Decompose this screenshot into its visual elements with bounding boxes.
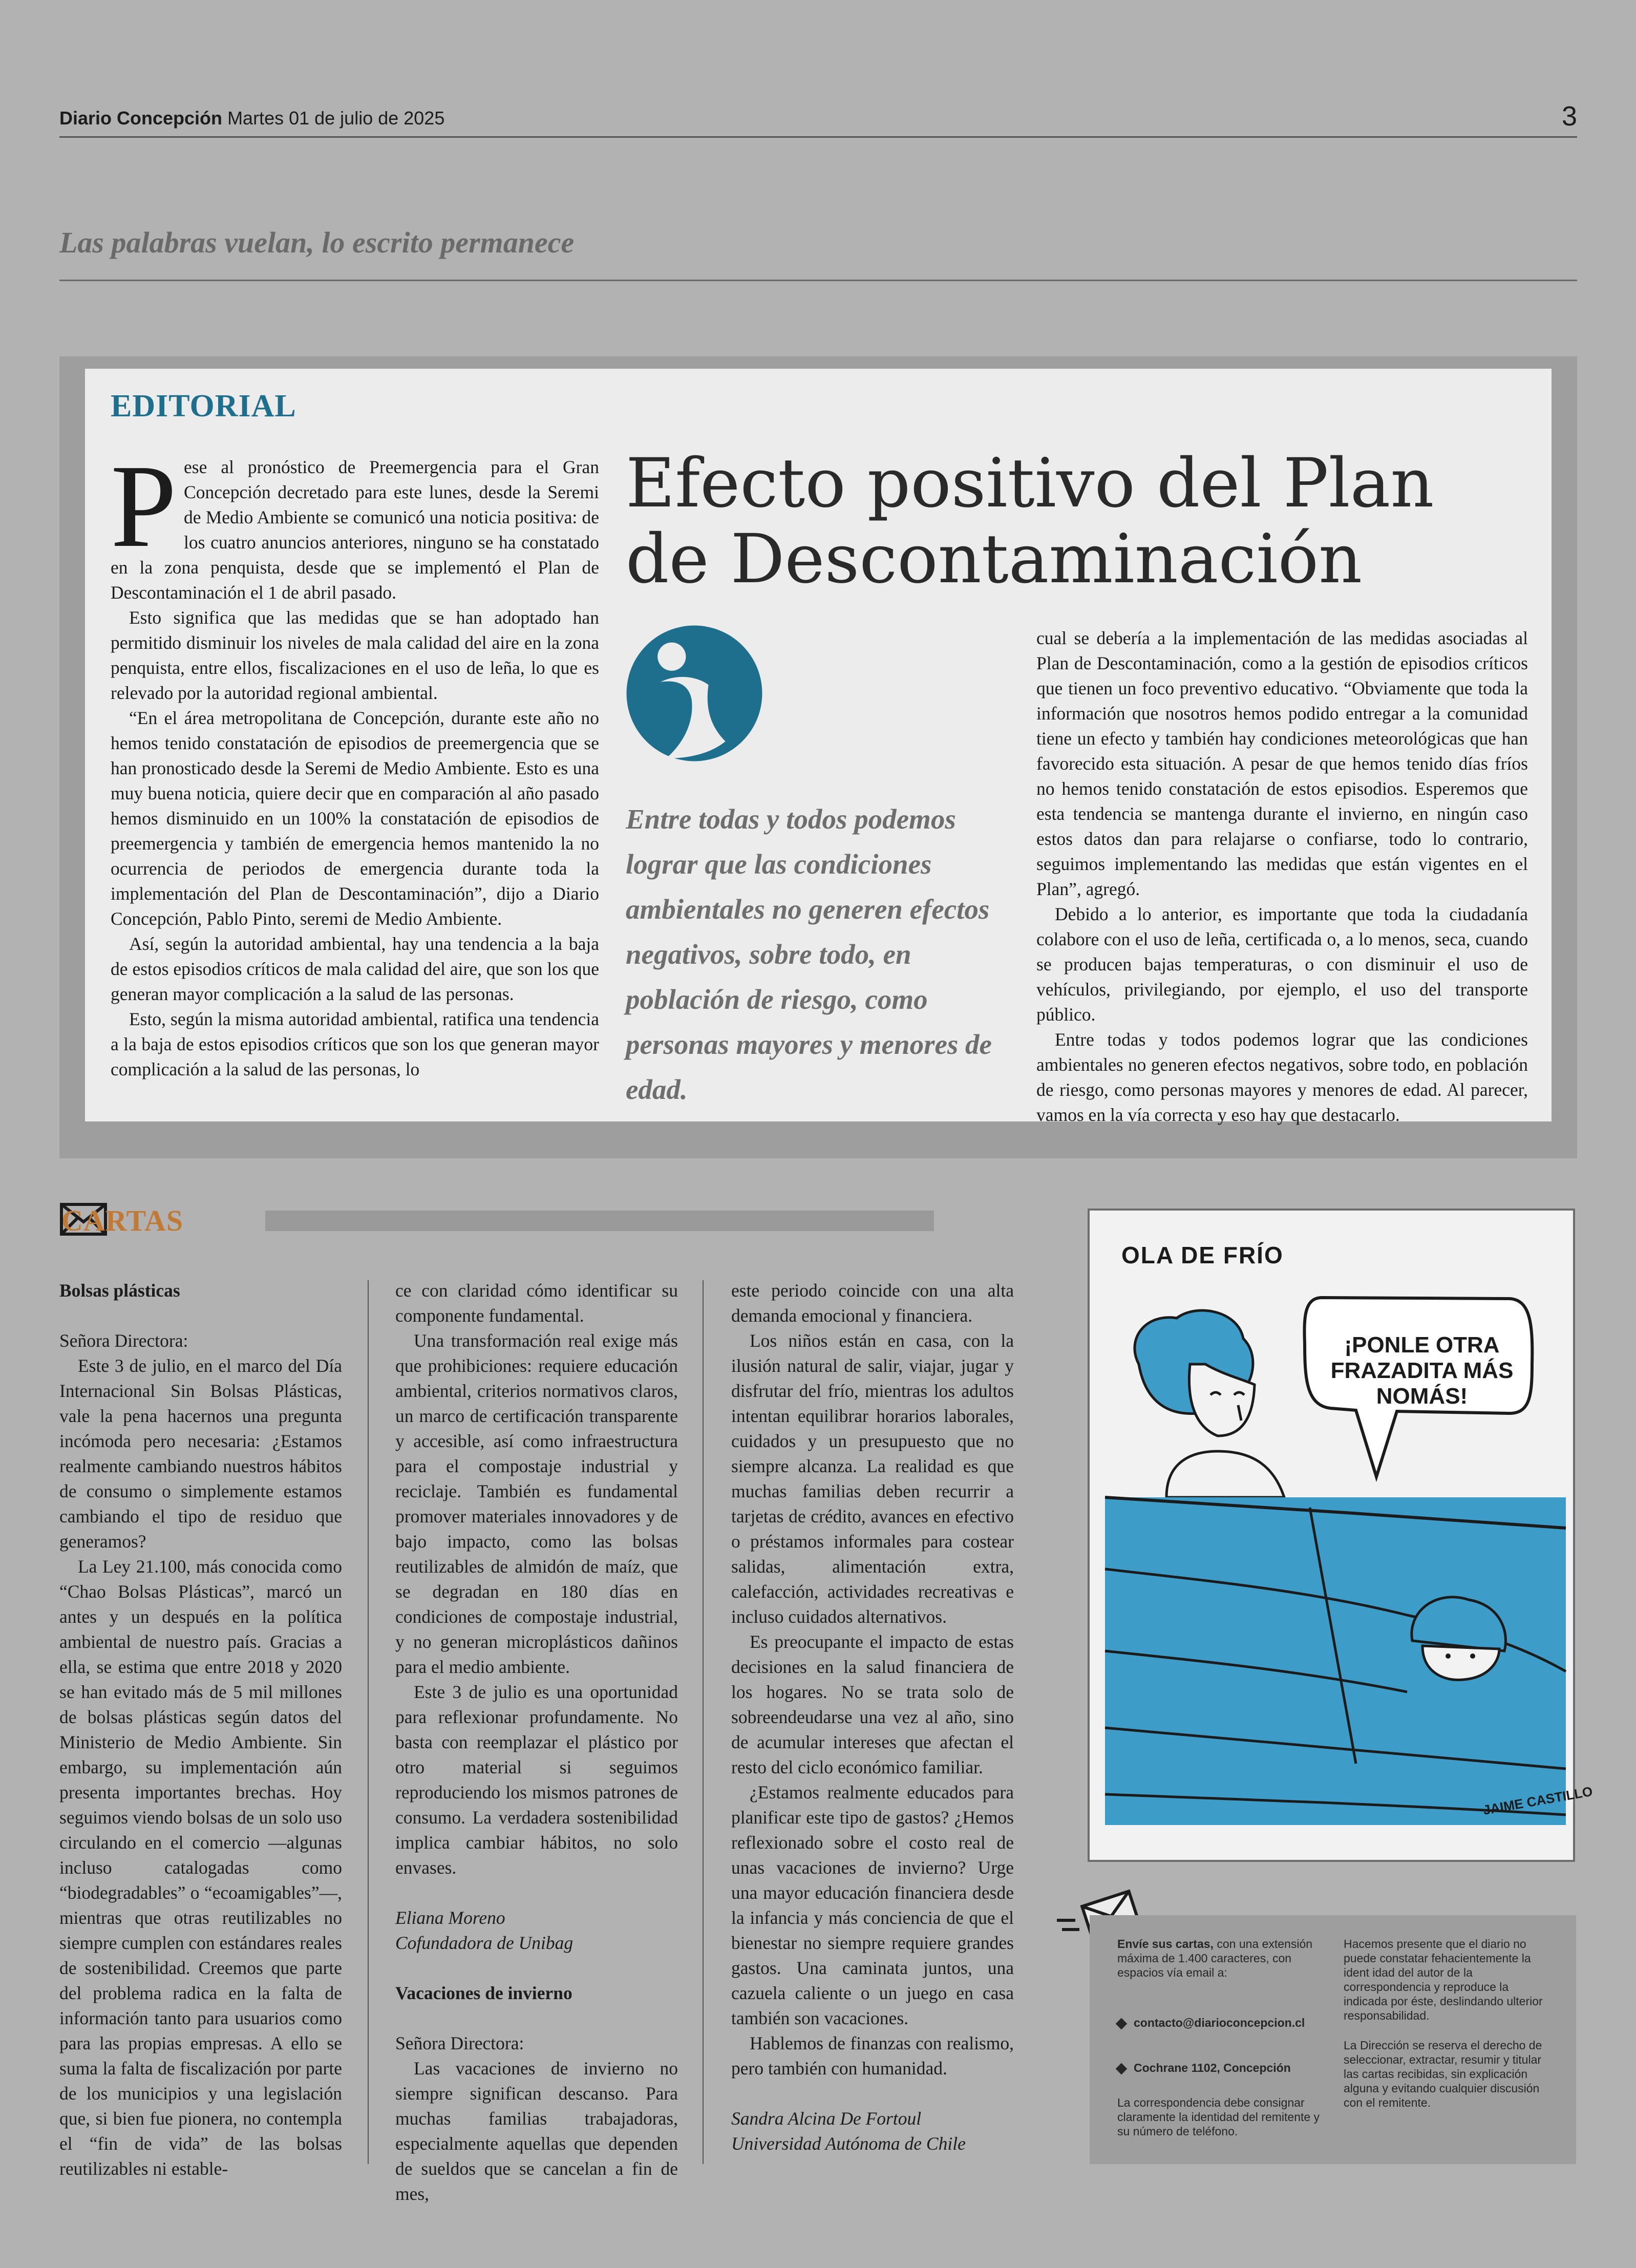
submission-address-item (1117, 2061, 1322, 2075)
editorial-column-1 (111, 440, 599, 1082)
submission-left-column (1117, 1937, 1322, 2154)
letter-paragraph: Las vacaciones de invierno no siempre significan descanso. Para muchas familias trabajadoras, especialmente aquellas que dependen de sueldos que se cancelan a fin de mes, (395, 2058, 678, 2204)
section-motto (59, 223, 1577, 281)
letter-paragraph: este periodo coincide con una alta demanda emocional y financiera. (731, 1280, 1014, 1326)
letter-salutation: Señora Directora: (395, 2033, 524, 2053)
letter-signature-name: Eliana Moreno (395, 1907, 505, 1928)
submission-disclaimer: La Dirección se reserva el derecho de seleccionar, extractar, resumir y titular las cartas recibidas, sin explicación alguna y evitando cualquier discusión con el remitente. (1344, 2039, 1542, 2109)
letters-column-3 (731, 1278, 1014, 2156)
letter-signature-role: Universidad Autónoma de Chile (731, 2133, 966, 2154)
letter-paragraph: Hablemos de finanzas con realismo, pero también con humanidad. (731, 2033, 1014, 2079)
letter-paragraph: ¿Estamos realmente educados para planificar este tipo de gastos? ¿Hemos reflexionado sobre el costo real de unas vacaciones de invierno? Urge una mayor educación financiera desde la infancia y más conciencia de que el bienestar no siempre requiere grandes gastos. Una caminata juntos, una cazuela caliente o un juego en casa también son vacaciones. (731, 1782, 1014, 2028)
submission-info-box (1090, 1915, 1576, 2164)
publication-name: Diario Concepción (59, 108, 223, 129)
letter-paragraph: Los niños están en casa, con la ilusión natural de salir, viajar, jugar y disfrutar del frío, mientras los adultos intentan equilibrar horarios laborales, cuidados y un presupuesto que no siempre alcanza. La realidad es que muchas familias deben recurrir a tarjetas de crédito, avances en efectivo o préstamos informales para costear salidas, alimentación extra, calefacción, actividades recreativas e incluso cuidados alternativos. (731, 1330, 1014, 1627)
motto-text: Las palabras vuelan, lo escrito permanece (59, 226, 575, 259)
info-icon (624, 623, 765, 764)
editorial-frame (59, 356, 1577, 1158)
editorial-column-3 (1036, 626, 1528, 1128)
editorial-paragraph: “En el área metropolitana de Concepción, durante este año no hemos tenido constatación de episodios de preemergencia que se han pronosticado desde la Seremi de Medio Ambiente. Esto es una muy buena noticia, quiere decir que en comparación al año pasado hemos disminuido en un 100% la constatación de episodios de preemergencia y también de emergencia hemos mantenido la no ocurrencia de periodos de emergencia durante toda la implementación del Plan de Descontaminación”, dijo a Diario Concepción, Pablo Pinto, seremi de Medio Ambiente. (111, 708, 599, 929)
letter-paragraph: Es preocupante el impacto de estas decisiones en la salud financiera de los hogares. No se trata solo de sobreendeudarse una vez al año, sino de acumular intereses que afectan el resto del ciclo económico familiar. (731, 1631, 1014, 1777)
editorial-paragraph: Así, según la autoridad ambiental, hay una tendencia a la baja de estos episodios críticos de mala calidad del aire, que son los que generan mayor complicación a la salud de las personas. (111, 934, 599, 1004)
submission-note: La correspondencia debe consignar claramente la identidad del remitente y su número de teléfono. (1117, 2096, 1320, 2138)
cartoon-signature: JAIME CASTILLO (1481, 1783, 1594, 1818)
editorial-pullquote: Entre todas y todos podemos lograr que las condiciones ambientales no generen efectos negativos, sobre todo, en población de riesgo, como personas mayores y menores de edad. (626, 803, 992, 1105)
publication-line (59, 108, 444, 129)
drop-cap: P (111, 440, 177, 572)
editorial-card (85, 369, 1552, 1125)
letter-paragraph: Este 3 de julio es una oportunidad para reflexionar profundamente. No basta con reemplazar el plástico por otro material si seguimos reproduciendo los mismos patrones de consumo. La verdadera sostenibilidad implica cambiar hábitos, no solo envases. (395, 1682, 678, 1878)
contact-address: Cochrane 1102, Concepción (1134, 2061, 1291, 2074)
column-divider (368, 1280, 369, 2164)
submission-lead: Envíe sus cartas, con una extensión máxima de 1.400 caracteres, con espacios vía email a: (1117, 1937, 1313, 1979)
letter-signature-role: Cofundadora de Unibag (395, 1933, 573, 1953)
editorial-paragraph: Debido a lo anterior, es importante que toda la ciudadanía colabore con el uso de leña, certificada o, a lo menos, seca, cuando se producen bajas temperaturas, o con disminuir el uso de vehículos, privilegiando, por ejemplo, el uso del transporte público. (1036, 904, 1528, 1025)
letter-paragraph: La Ley 21.100, más conocida como “Chao Bolsas Plásticas”, marcó un antes y un después en la política ambiental de nuestro país. Gracias a ella, se estima que entre 2018 y 2020 se han evitado más de 5 mil millones de bolsas plásticas según datos del Ministerio de Medio Ambiente. Sin embargo, su implementación aún presenta importantes brechas. Hoy seguimos viendo bolsas de un solo uso circulando en el comercio —algunas incluso catalogadas como “biodegradables” o “ecoamigables”—, mientras que otras reutilizables no siempre cumplen con estándares reales de sostenibilidad. Creemos que parte del problema radica en la falta de información tanto para usuarios como para las propias empresas. A ello se suma la falta de fiscalización por parte de los municipios y una legislación que, si bien fue pionera, no contempla el “fin de vida” de las bolsas reutilizables ni estable- (59, 1556, 342, 2179)
submission-disclaimer: Hacemos presente que el diario no puede constatar fehacientemente la ident idad del autor de la correspondencia y reproduce la indicada por éste, deslindando ulterior responsabilidad. (1344, 1937, 1543, 2022)
letter-paragraph: Una transformación real exige más que prohibiciones: requiere educación ambiental, criterios normativos claros, un marco de certificación transparente y accesible, así como infraestructura para el compostaje industrial y reciclaje. También es fundamental promover materiales innovadores y de bajo impacto, como las bolsas reutilizables de almidón de maíz, que se degradan en 180 días en condiciones de compostaje industrial, y no generan microplásticos dañinos para el medio ambiente. (395, 1330, 678, 1677)
submission-right-column (1344, 1937, 1554, 2125)
letter-title: Bolsas plásticas (59, 1280, 180, 1301)
letter-paragraph: Este 3 de julio, en el marco del Día Internacional Sin Bolsas Plásticas, vale la pena hacernos una pregunta incómoda pero necesaria: ¿Estamos realmente cambiando nuestros hábitos de consumo o simplemente estamos cambiando el tipo de residuo que generamos? (59, 1355, 342, 1552)
cartoon-panel (1088, 1209, 1594, 1862)
letter-salutation: Señora Directora: (59, 1330, 188, 1351)
contact-email-link[interactable]: contacto@diarioconcepcion.cl (1134, 2016, 1305, 2029)
letter-title: Vacaciones de invierno (395, 1983, 572, 2003)
letter-signature-name: Sandra Alcina De Fortoul (731, 2108, 922, 2129)
editorial-label: EDITORIAL (111, 389, 296, 423)
cartas-title: CARTAS (61, 1204, 184, 1237)
letters-column-2 (395, 1278, 678, 2207)
cartoon-title: OLA DE FRÍO (1121, 1242, 1284, 1268)
letters-column-1 (59, 1278, 342, 2181)
column-divider (703, 1280, 704, 2164)
page-number: 3 (1561, 101, 1577, 132)
editorial-paragraph: Pese al pronóstico de Preemergencia para el Gran Concepción decretado para este lunes, desde la Seremi de Medio Ambiente se comunicó una noticia positiva: de los cuatro anuncios anteriores, ninguno se ha constatado en la zona penquista, desde que se implementó el Plan de Descontaminación el 1 de abril pasado. (111, 440, 599, 603)
editorial-paragraph: Esto, según la misma autoridad ambiental, ratifica una tendencia a la baja de estos episodios críticos que son los que generan mayor complicación a la salud de las personas, lo (111, 1009, 599, 1079)
letter-paragraph: ce con claridad cómo identificar su componente fundamental. (395, 1280, 678, 1326)
editorial-paragraph: cual se debería a la implementación de las medidas asociadas al Plan de Descontaminación, como a la gestión de episodios críticos que tienen un foco preventivo educativo. “Obviamente que toda la información que nosotros hemos podido entregar a la comunidad tiene un efecto y también hay condiciones meteorológicas que han favorecido esta situación. A pesar de que hemos tenido días fríos no hemos tenido constatación de estos episodios. Esperemos que esta tendencia se mantenga durante el invierno, en ningún caso estos datos dan para relajarse o confiarse, todo lo contrario, seguimos implementando las medidas que están vigentes en el Plan”, agregó. (1036, 628, 1528, 899)
submission-email-item (1117, 2016, 1322, 2030)
editorial-paragraph: Entre todas y todos podemos lograr que las condiciones ambientales no generen efectos negativos, sobre todo, en población de riesgo, como personas mayores y menores de edad. Al parecer, vamos en la vía correcta y eso hay que destacarlo. (1036, 1029, 1528, 1125)
cartas-divider-bar (265, 1211, 934, 1231)
editorial-paragraph: Esto significa que las medidas que se han adoptado han permitido disminuir los niveles de mala calidad del aire en la zona penquista, entre ellos, fiscalizaciones en el uso de leña, lo que es relevado por la autoridad regional ambiental. (111, 607, 599, 703)
masthead (59, 100, 1577, 138)
publication-date: Martes 01 de julio de 2025 (227, 108, 445, 129)
cartoon-illustration (1090, 1211, 1594, 1860)
cartoon-speech-text: ¡PONLE OTRA FRAZADITA MÁS NOMÁS! (1330, 1332, 1514, 1409)
editorial-headline: Efecto positivo del Plan de Descontaminación (626, 444, 1434, 599)
